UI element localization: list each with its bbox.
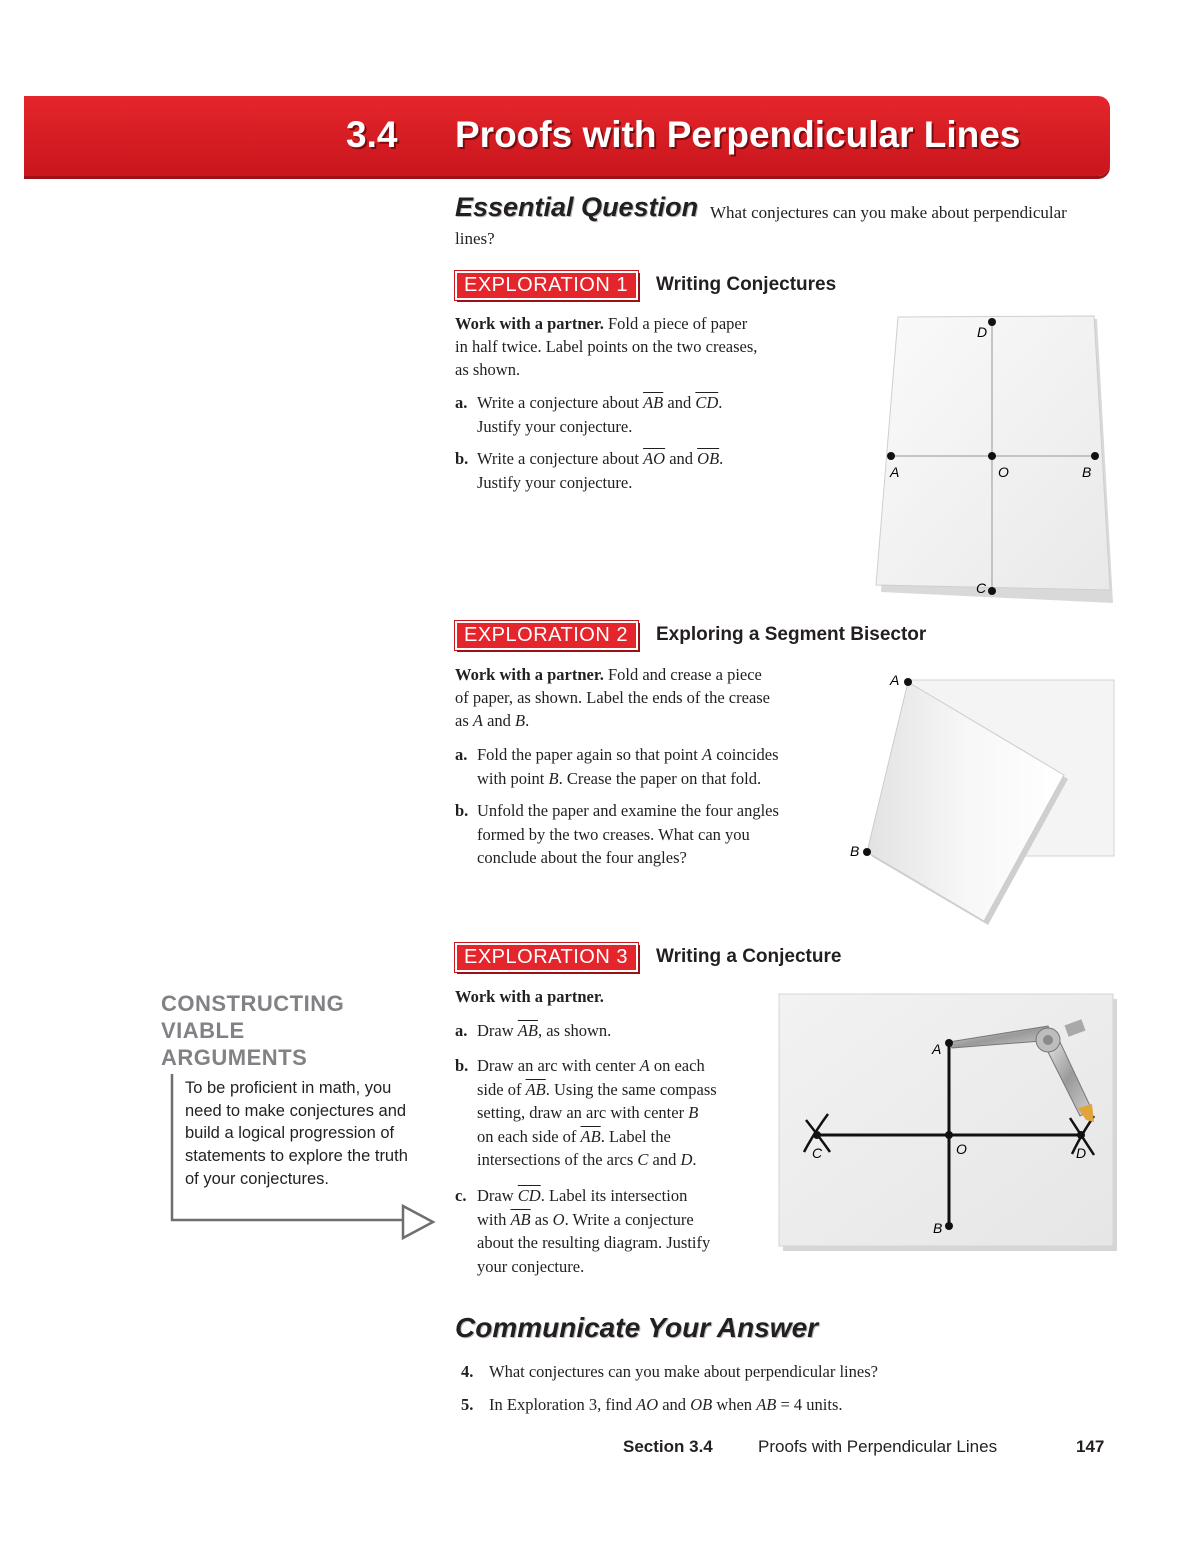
question-text: In Exploration 3, find AO and OB when AB = 4 units. [489,1395,843,1414]
point-o [988,452,996,460]
label-d: D [1076,1145,1087,1161]
point-a [904,678,912,686]
exploration-3-item-c [455,1184,775,1280]
sidebar-text: To be proficient in math, you need to make conjectures and build a logical progression of statements to explore the truth of your conjectures. [185,1079,408,1188]
question-number: 4. [461,1362,474,1381]
item-text: Draw $\overline{CD}$. Label its intersection with $\overline{AB}$ as O. Write a conjecture about the resulting diagram. Justify your conjecture. [477,1186,711,1276]
exploration-1-intro [455,312,815,381]
label-b: B [850,843,860,859]
exploration-3-item-b [455,1054,775,1174]
point-d [988,318,996,326]
intro-bold: Work with a partner. [455,314,604,333]
item-text: Draw an arc with center A on each side of $\overline{AB}$. Using the same compass setting, draw an arc with center B on each side of $\overline{AB}$. Label the intersections of the arcs C and D. [477,1056,717,1169]
label-o: O [956,1141,967,1157]
segment-bisector-figure [840,665,1130,935]
point-b [1091,452,1099,460]
item-label: b. [455,1056,469,1075]
label-a: A [890,672,900,688]
point-b [945,1222,953,1230]
intro-bold: Work with a partner. [455,665,604,684]
intro-bold: Work with a partner. [455,987,604,1006]
exploration-1-item-a [455,391,815,439]
exploration-1-tag: EXPLORATION 1 [455,271,638,300]
point-o [945,1131,953,1139]
question-number: 5. [461,1395,474,1414]
arrow-head-icon [403,1206,433,1238]
exploration-3-tag: EXPLORATION 3 [455,943,638,972]
item-label: a. [455,1021,468,1040]
label-a: A [890,464,900,480]
exploration-2-tag: EXPLORATION 2 [455,621,638,650]
question-5 [461,1393,1061,1417]
compass-construction-figure [776,990,1126,1260]
label-b: B [933,1220,943,1236]
essential-question-text: What conjectures can you make about perpendicular lines? [455,203,1067,248]
label-d: D [977,324,988,340]
exploration-2-item-a [455,743,835,791]
item-label: c. [455,1186,467,1205]
page-number: 147 [1076,1437,1105,1456]
point-a [945,1039,953,1047]
intro-line: as A and B. [455,711,530,730]
sidebar-heading: CONSTRUCTING VIABLE ARGUMENTS [161,991,345,1070]
item-text: Write a conjecture about $\overline{AO}$ and $\overline{OB}$. Justify your conjecture. [477,449,724,492]
intro-line: of paper, as shown. Label the ends of the crease [455,688,771,707]
compass-hinge-center [1043,1035,1053,1045]
section-number: 3.4 [346,114,398,155]
exploration-2-intro [455,663,815,732]
item-label: b. [455,449,469,468]
point-d [1077,1131,1085,1139]
label-b: B [1082,464,1092,480]
item-label: a. [455,745,468,764]
exploration-3-intro [455,985,815,1008]
question-4 [461,1360,1061,1384]
item-text: Draw $\overline{AB}$, as shown. [477,1021,612,1040]
section-title: Proofs with Perpendicular Lines [455,114,1021,155]
essential-question-label: Essential Question [455,192,699,222]
intro-line: as shown. [455,360,521,379]
communicate-heading: Communicate Your Answer [455,1312,819,1343]
footer-title: Proofs with Perpendicular Lines [758,1437,998,1456]
point-b [863,848,871,856]
intro-line: in half twice. Label points on the two creases, [455,337,758,356]
intro-line: Fold a piece of paper [607,314,748,333]
item-text: Fold the paper again so that point A coincides with point B. Crease the paper on that fold. [477,745,779,788]
point-c [988,587,996,595]
question-text: What conjectures can you make about perpendicular lines? [489,1362,878,1381]
folded-paper-figure [860,300,1130,610]
item-label: a. [455,393,468,412]
exploration-2-item-b [455,799,835,871]
intro-line: Fold and crease a piece [607,665,762,684]
label-c: C [976,580,987,596]
item-text: Unfold the paper and examine the four angles formed by the two creases. What can you conclude about the four angles? [477,801,779,867]
exploration-3-title: Writing a Conjecture [656,946,842,967]
label-c: C [812,1145,823,1161]
point-a [887,452,895,460]
paper-sheet [779,994,1113,1246]
item-text: Write a conjecture about $\overline{AB}$ and $\overline{CD}$. Justify your conjecture. [477,393,723,436]
exploration-2-title: Exploring a Segment Bisector [656,624,927,645]
point-c [813,1131,821,1139]
exploration-3-item-a [455,1019,775,1043]
label-a: A [932,1041,942,1057]
label-o: O [998,464,1009,480]
exploration-1-title: Writing Conjectures [656,274,837,295]
item-label: b. [455,801,469,820]
exploration-1-item-b [455,447,815,495]
footer-section: Section 3.4 [623,1437,713,1456]
